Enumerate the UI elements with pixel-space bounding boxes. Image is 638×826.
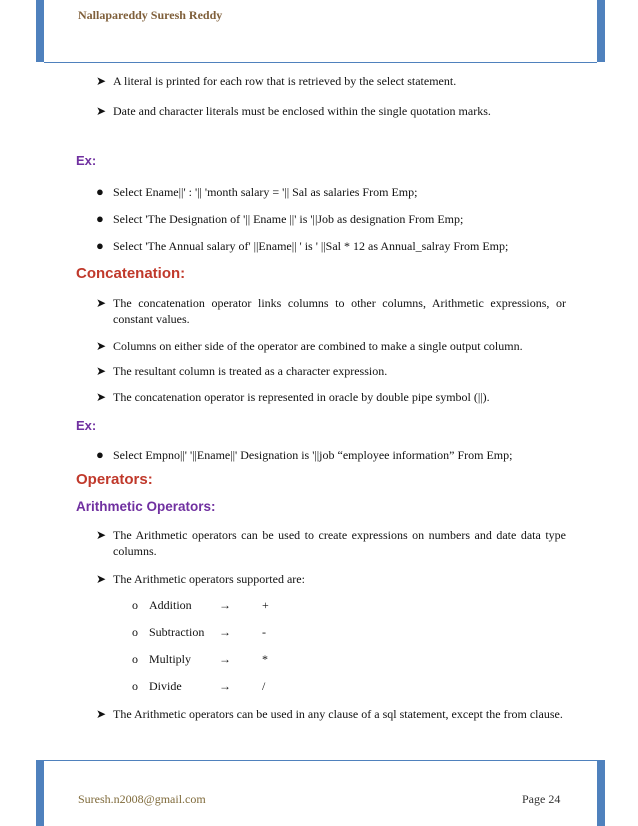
arrow-bullet-icon: ➤ (96, 104, 107, 118)
circle-bullet-icon: o (132, 598, 138, 612)
arithmetic-operators-subheading: Arithmetic Operators: (76, 499, 216, 514)
operators-heading: Operators: (76, 471, 153, 488)
operator-symbol: - (262, 625, 266, 639)
right-arrow-icon: → (219, 679, 231, 693)
operator-row-divide (132, 678, 332, 694)
concatenation-heading: Concatenation: (76, 265, 186, 282)
example-label: Ex: (76, 418, 97, 433)
example-item: ● Select Ename||' : '|| 'month salary = '|| Sal as salaries From Emp; (96, 184, 418, 199)
top-left-bar (36, 0, 44, 62)
right-arrow-icon: → (219, 598, 231, 612)
operators-bullet: ➤ The Arithmetic operators can be used to create expressions on numbers and date data type columns. (96, 528, 566, 558)
bottom-left-bar (36, 760, 44, 826)
page-number: Page 24 (522, 792, 561, 806)
operators-bullet: ➤ The Arithmetic operators supported are: (96, 572, 305, 586)
operator-name: Addition (149, 598, 192, 612)
operator-row-addition (132, 597, 332, 613)
top-right-bar (597, 0, 605, 62)
intro-bullet: ➤ Date and character literals must be enclosed within the single quotation marks. (96, 104, 491, 118)
operator-row-multiply (132, 651, 332, 667)
arrow-bullet-icon: ➤ (96, 74, 107, 88)
arrow-bullet-icon: ➤ (96, 707, 107, 721)
footer-email: Suresh.n2008@gmail.com (78, 792, 206, 806)
circle-bullet-icon: o (132, 679, 138, 693)
operator-row-subtraction (132, 624, 332, 640)
example-item: ● Select Empno||' '||Ename||' Designation is '||job “employee information” From Emp; (96, 447, 513, 462)
header-rule (44, 62, 597, 63)
arrow-bullet-icon: ➤ (96, 339, 107, 353)
operator-name: Divide (149, 679, 182, 693)
operators-bullet: ➤ The Arithmetic operators can be used in any clause of a sql statement, except the from clause. (96, 707, 563, 721)
footer-rule (44, 760, 597, 761)
dot-bullet-icon: ● (96, 211, 104, 226)
dot-bullet-icon: ● (96, 184, 104, 199)
operator-symbol: / (262, 679, 266, 693)
right-arrow-icon: → (219, 625, 231, 639)
operator-name: Subtraction (149, 625, 205, 639)
arrow-bullet-icon: ➤ (96, 364, 107, 378)
concatenation-bullet: ➤ The concatenation operator links columns to other columns, Arithmetic expressions, or constant values. (96, 296, 566, 326)
example-item: ● Select 'The Annual salary of' ||Ename|| ' is ' ||Sal * 12 as Annual_salray From Emp; (96, 238, 509, 253)
concatenation-bullet: ➤ The concatenation operator is represented in oracle by double pipe symbol (||). (96, 390, 490, 404)
concatenation-bullet: ➤ Columns on either side of the operator are combined to make a single output column. (96, 339, 523, 353)
header-author: Nallapareddy Suresh Reddy (78, 8, 223, 22)
circle-bullet-icon: o (132, 652, 138, 666)
arrow-bullet-icon: ➤ (96, 572, 107, 586)
example-label: Ex: (76, 153, 97, 168)
circle-bullet-icon: o (132, 625, 138, 639)
operator-symbol: + (262, 598, 269, 612)
example-item: ● Select 'The Designation of '|| Ename ||' is '||Job as designation From Emp; (96, 211, 464, 226)
bottom-right-bar (597, 760, 605, 826)
dot-bullet-icon: ● (96, 447, 104, 462)
right-arrow-icon: → (219, 652, 231, 666)
operator-name: Multiply (149, 652, 192, 666)
operator-symbol: * (262, 652, 268, 666)
dot-bullet-icon: ● (96, 238, 104, 253)
arrow-bullet-icon: ➤ (96, 296, 107, 310)
intro-bullet: ➤ A literal is printed for each row that is retrieved by the select statement. (96, 74, 457, 88)
arrow-bullet-icon: ➤ (96, 390, 107, 404)
concatenation-bullet: ➤ The resultant column is treated as a character expression. (96, 364, 388, 378)
arrow-bullet-icon: ➤ (96, 528, 107, 542)
